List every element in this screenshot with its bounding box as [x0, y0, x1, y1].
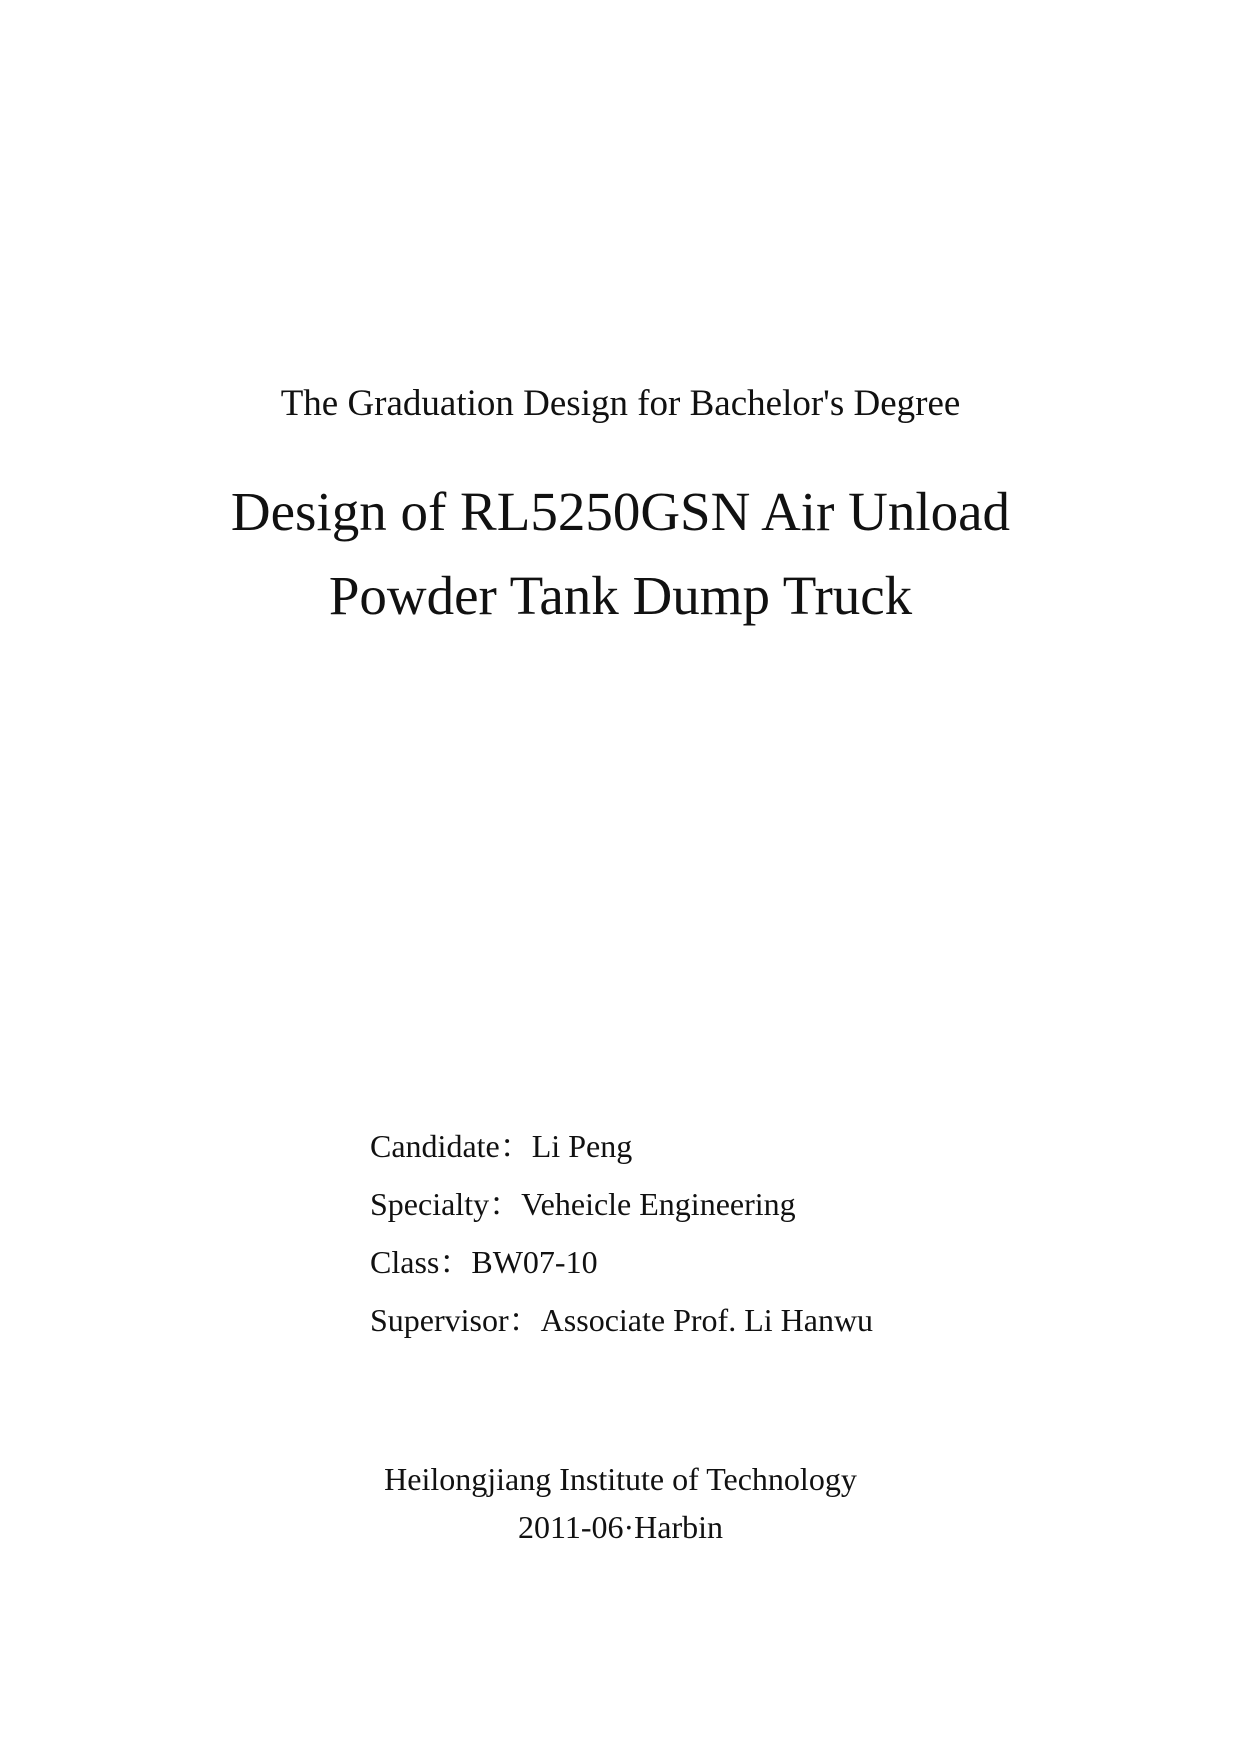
candidate-info-block: [370, 1124, 873, 1356]
specialty-value: Veheicle Engineering: [521, 1186, 796, 1222]
candidate-label: Candidate：: [370, 1128, 532, 1164]
supervisor-row: [370, 1298, 873, 1356]
supervisor-label: Supervisor：: [370, 1302, 541, 1338]
class-row: [370, 1240, 873, 1298]
class-value: BW07-10: [471, 1244, 598, 1280]
date-place: 2011-06·Harbin: [518, 1509, 723, 1545]
thesis-title-line-2: Powder Tank Dump Truck: [328, 565, 913, 626]
specialty-row: [370, 1182, 873, 1240]
thesis-title-line-1: Design of RL5250GSN Air Unload: [230, 481, 1011, 542]
candidate-row: [370, 1124, 873, 1182]
candidate-value: Li Peng: [531, 1128, 633, 1164]
class-label: Class：: [370, 1244, 472, 1280]
specialty-label: Specialty：: [370, 1186, 522, 1222]
degree-line: The Graduation Design for Bachelor's Degree: [280, 383, 961, 424]
supervisor-value: Associate Prof. Li Hanwu: [540, 1302, 874, 1338]
institution-name: Heilongjiang Institute of Technology: [384, 1461, 857, 1497]
